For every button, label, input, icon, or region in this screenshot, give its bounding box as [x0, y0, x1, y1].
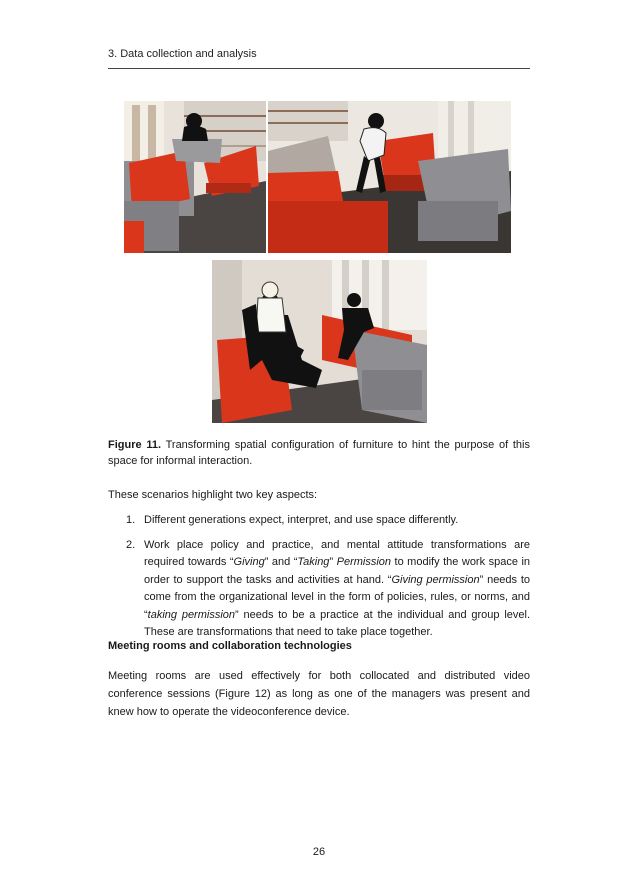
text-run: ” needs to be a practice at the individual and group level. These are transformations that need to take place together. [144, 608, 530, 638]
header-rule [108, 68, 530, 69]
emphasis-taking-permission: taking permission [147, 608, 236, 621]
photo-lounge-left [124, 101, 266, 253]
section-paragraph: Meeting rooms are used effectively for both collocated and distributed video conference sessions (Figure 12) as long as one of the managers was present and knew how to operate the videoconference device. [108, 670, 530, 718]
text-run: Work place policy and practice, and mental attitude transformations are required towards “ [144, 538, 530, 568]
running-header: 3. Data collection and analysis [108, 48, 257, 60]
emphasis-taking: Taking [297, 556, 330, 568]
list-item-text: Different generations expect, interpret, and use space differently. [144, 514, 459, 526]
text-run: ” and “ [264, 556, 298, 568]
list-item-text [144, 539, 530, 639]
photo-lounge-right [268, 101, 511, 253]
list-item [108, 512, 530, 530]
list-item [108, 537, 530, 642]
aspects-list [108, 512, 530, 649]
emphasis-giving: Giving [233, 556, 265, 568]
text-run: to modify the work space in order to support the tasks and activities at hand. “ [144, 556, 531, 586]
page-number: 26 [312, 846, 326, 858]
figure-label: Figure 11. [108, 439, 162, 451]
figure-caption [108, 437, 530, 469]
emphasis-giving-permission: Giving permission [391, 573, 480, 586]
intro-paragraph: These scenarios highlight two key aspects: [108, 489, 318, 501]
text-run: ” [329, 556, 337, 568]
text-run: ” needs to come from the organizational level in the form of policies, rules, or norms, and “ [144, 573, 531, 621]
section-heading: Meeting rooms and collaboration technologies [108, 640, 352, 652]
list-number: 2. [126, 538, 136, 551]
emphasis-permission: Permission [336, 556, 392, 568]
list-number: 1. [126, 514, 136, 526]
photo-informal-meeting [212, 260, 427, 423]
figure-caption-text: Transforming spatial configuration of furniture to hint the purpose of this space for informal interaction. [108, 439, 530, 467]
